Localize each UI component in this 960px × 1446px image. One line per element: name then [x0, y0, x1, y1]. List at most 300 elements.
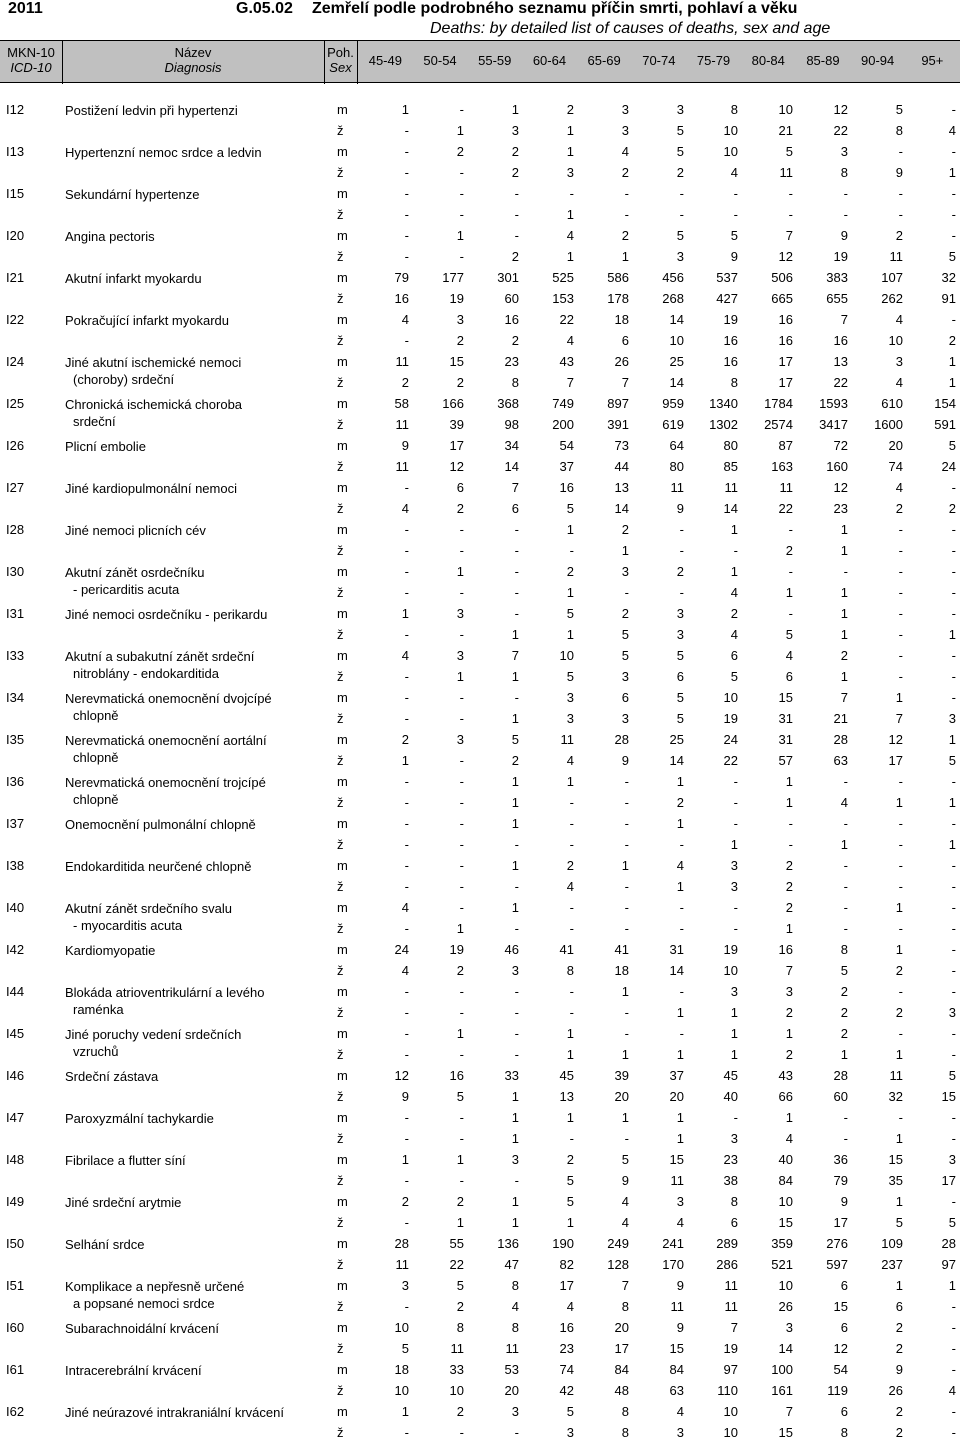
value-cell: 749 [552, 396, 574, 411]
value-cell: 241 [662, 1236, 684, 1251]
value-cell: 2 [840, 1005, 848, 1020]
value-cell: 3 [511, 1404, 519, 1419]
value-cell: - [951, 774, 956, 789]
value-cell: 73 [614, 438, 629, 453]
value-cell: 17 [449, 438, 464, 453]
value-cell: 43 [559, 354, 574, 369]
value-cell: 586 [607, 270, 629, 285]
sex-cell: ž [337, 753, 344, 768]
value-cell: 44 [614, 459, 629, 474]
value-cell: 3 [566, 165, 574, 180]
sex-cell: ž [337, 1047, 344, 1062]
value-cell: 32 [941, 270, 956, 285]
diagnosis-code: I48 [6, 1152, 25, 1167]
value-cell: 26 [888, 1383, 903, 1398]
value-cell: - [514, 1425, 519, 1440]
value-cell: 91 [941, 291, 956, 306]
value-cell: 1 [730, 1026, 738, 1041]
value-cell: 28 [614, 732, 629, 747]
sex-cell: m [337, 354, 348, 369]
value-cell: - [951, 480, 956, 495]
value-cell: 6 [730, 648, 738, 663]
table-row [0, 1152, 960, 1173]
value-cell: 3 [401, 1278, 409, 1293]
value-cell: - [404, 1110, 409, 1125]
value-cell: 286 [716, 1257, 738, 1272]
value-cell: 2 [566, 564, 574, 579]
value-cell: - [733, 795, 738, 810]
value-cell: 4 [676, 1215, 684, 1230]
value-cell: - [898, 669, 903, 684]
value-cell: 1 [456, 1152, 464, 1167]
value-cell: 166 [442, 396, 464, 411]
value-cell: 85 [723, 459, 738, 474]
value-cell: 15 [669, 1152, 684, 1167]
value-cell: 22 [723, 753, 738, 768]
value-cell: - [459, 900, 464, 915]
value-cell: 15 [778, 1215, 793, 1230]
value-cell: 2 [785, 543, 793, 558]
value-cell: 1 [730, 522, 738, 537]
value-cell: 12 [778, 249, 793, 264]
value-cell: 1 [948, 375, 956, 390]
value-cell: - [624, 900, 629, 915]
value-cell: 276 [826, 1236, 848, 1251]
value-cell: 1 [676, 816, 684, 831]
value-cell: 2 [456, 963, 464, 978]
value-cell: - [459, 627, 464, 642]
value-cell: - [459, 585, 464, 600]
diagnosis-name [65, 1362, 335, 1379]
value-cell: 16 [394, 291, 409, 306]
value-cell: - [898, 858, 903, 873]
value-cell: 4 [511, 1299, 519, 1314]
value-cell: 7 [895, 711, 903, 726]
table-row [0, 333, 960, 354]
value-cell: 161 [771, 1383, 793, 1398]
value-cell: 1 [566, 207, 574, 222]
value-cell: 5 [676, 690, 684, 705]
table-row [0, 753, 960, 774]
diagnosis-code: I49 [6, 1194, 25, 1209]
value-cell: 1 [511, 627, 519, 642]
value-cell: 1 [511, 1194, 519, 1209]
value-cell: - [459, 753, 464, 768]
value-cell: - [404, 837, 409, 852]
value-cell: 82 [559, 1257, 574, 1272]
value-cell: 3 [676, 249, 684, 264]
value-cell: - [843, 858, 848, 873]
value-cell: 21 [833, 711, 848, 726]
table-row [0, 270, 960, 291]
value-cell: 1 [895, 900, 903, 915]
value-cell: 1 [511, 1215, 519, 1230]
table-row [0, 228, 960, 249]
value-cell: 128 [607, 1257, 629, 1272]
diagnosis-code: I24 [6, 354, 25, 369]
value-cell: 2 [511, 144, 519, 159]
value-cell: 7 [621, 1278, 629, 1293]
value-cell: - [459, 795, 464, 810]
value-cell: 1 [401, 1404, 409, 1419]
value-cell: 16 [559, 1320, 574, 1335]
sex-cell: ž [337, 165, 344, 180]
value-cell: 5 [676, 711, 684, 726]
value-cell: 591 [934, 417, 956, 432]
value-cell: 109 [881, 1236, 903, 1251]
value-cell: 383 [826, 270, 848, 285]
value-cell: 17 [888, 753, 903, 768]
value-cell: 3 [730, 984, 738, 999]
value-cell: 1 [566, 144, 574, 159]
sex-cell: m [337, 1194, 348, 1209]
value-cell: 2 [785, 1005, 793, 1020]
header-code-label: MKN-10 [7, 45, 55, 60]
age-group-header: 65-69 [587, 53, 621, 68]
value-cell: 3 [511, 1152, 519, 1167]
diagnosis-name [65, 480, 335, 497]
value-cell: 1 [511, 774, 519, 789]
value-cell: 12 [888, 732, 903, 747]
value-cell: 3 [676, 1194, 684, 1209]
value-cell: 2 [456, 375, 464, 390]
value-cell: 2 [895, 963, 903, 978]
value-cell: - [951, 690, 956, 705]
sex-cell: m [337, 900, 348, 915]
diagnosis-name-line: Plicní embolie [65, 439, 146, 454]
value-cell: - [514, 1026, 519, 1041]
sex-cell: ž [337, 1383, 344, 1398]
value-cell: 5 [730, 669, 738, 684]
value-cell: 11 [724, 1278, 738, 1293]
value-cell: - [459, 1131, 464, 1146]
value-cell: 1 [840, 1047, 848, 1062]
value-cell: 12 [833, 1341, 848, 1356]
value-cell: 31 [778, 732, 793, 747]
table-row [0, 312, 960, 333]
value-cell: 1 [511, 795, 519, 810]
value-cell: 1 [566, 1026, 574, 1041]
value-cell: - [898, 837, 903, 852]
value-cell: 1 [621, 1047, 629, 1062]
sex-cell: ž [337, 1299, 344, 1314]
value-cell: 6 [840, 1404, 848, 1419]
value-cell: 8 [621, 1299, 629, 1314]
value-cell: - [514, 606, 519, 621]
diagnosis-code: I47 [6, 1110, 25, 1125]
value-cell: 39 [449, 417, 464, 432]
value-cell: - [404, 333, 409, 348]
value-cell: 1 [511, 816, 519, 831]
value-cell: 31 [778, 711, 793, 726]
age-group-header: 80-84 [751, 53, 785, 68]
value-cell: - [951, 963, 956, 978]
value-cell: 14 [614, 501, 629, 516]
value-cell: - [404, 123, 409, 138]
diagnosis-code: I12 [6, 102, 25, 117]
value-cell: - [679, 207, 684, 222]
value-cell: - [514, 921, 519, 936]
value-cell: 8 [511, 1278, 519, 1293]
value-cell: 1 [566, 522, 574, 537]
value-cell: 8 [730, 375, 738, 390]
value-cell: 1 [895, 1194, 903, 1209]
age-group-header: 85-89 [806, 53, 840, 68]
value-cell: 4 [676, 1404, 684, 1419]
value-cell: 7 [840, 312, 848, 327]
value-cell: 11 [724, 480, 738, 495]
sex-cell: m [337, 1152, 348, 1167]
value-cell: 39 [614, 1068, 629, 1083]
sex-cell: m [337, 312, 348, 327]
diagnosis-name-line: Selhání srdce [65, 1237, 145, 1252]
value-cell: 3 [948, 1005, 956, 1020]
value-cell: - [679, 984, 684, 999]
sex-cell: m [337, 942, 348, 957]
value-cell: 1 [621, 984, 629, 999]
value-cell: 9 [730, 249, 738, 264]
value-cell: 37 [669, 1068, 684, 1083]
value-cell: 46 [504, 942, 519, 957]
sex-cell: m [337, 984, 348, 999]
table-row [0, 1425, 960, 1446]
diagnosis-name-line: Subarachnoidální krvácení [65, 1321, 219, 1336]
sex-cell: m [337, 270, 348, 285]
value-cell: 60 [504, 291, 519, 306]
value-cell: - [898, 186, 903, 201]
value-cell: 2 [401, 1194, 409, 1209]
sex-cell: ž [337, 1215, 344, 1230]
value-cell: - [788, 564, 793, 579]
value-cell: - [733, 774, 738, 789]
value-cell: 5 [566, 1404, 574, 1419]
value-cell: 1 [840, 543, 848, 558]
value-cell: - [843, 564, 848, 579]
title-english: Deaths: by detailed list of causes of deaths, sex and age [430, 20, 831, 37]
value-cell: 1 [785, 774, 793, 789]
value-cell: 55 [449, 1236, 464, 1251]
table-row [0, 1299, 960, 1320]
diagnosis-name-line: Intracerebrální krvácení [65, 1363, 202, 1378]
value-cell: 3 [730, 858, 738, 873]
value-cell: 3 [785, 984, 793, 999]
diagnosis-name-line: Srdeční zástava [65, 1069, 159, 1084]
value-cell: 2 [621, 228, 629, 243]
value-cell: 1 [840, 837, 848, 852]
value-cell: - [898, 984, 903, 999]
value-cell: 72 [833, 438, 848, 453]
value-cell: 163 [771, 459, 793, 474]
value-cell: - [459, 543, 464, 558]
value-cell: 23 [559, 1341, 574, 1356]
value-cell: 1 [730, 564, 738, 579]
table-row [0, 417, 960, 438]
value-cell: 6 [785, 669, 793, 684]
diagnosis-name-line: Jiné akutní ischemické nemoci [65, 355, 242, 370]
value-cell: 11 [779, 480, 793, 495]
value-cell: 41 [614, 942, 629, 957]
value-cell: 80 [723, 438, 738, 453]
value-cell: 5 [676, 123, 684, 138]
value-cell: 1 [895, 1278, 903, 1293]
header-name-label: Název [174, 45, 212, 60]
diagnosis-code: I31 [6, 606, 25, 621]
value-cell: 5 [566, 669, 574, 684]
value-cell: 33 [504, 1068, 519, 1083]
value-cell: 8 [730, 102, 738, 117]
value-cell: - [951, 1404, 956, 1419]
sex-cell: ž [337, 921, 344, 936]
value-cell: 1 [895, 795, 903, 810]
diagnosis-name [65, 438, 335, 455]
diagnosis-code: I42 [6, 942, 25, 957]
value-cell: - [569, 543, 574, 558]
value-cell: 136 [497, 1236, 519, 1251]
value-cell: 1302 [709, 417, 738, 432]
value-cell: 9 [621, 1173, 629, 1188]
value-cell: - [843, 879, 848, 894]
value-cell: 153 [552, 291, 574, 306]
sex-cell: ž [337, 585, 344, 600]
age-group-header: 70-74 [642, 53, 676, 68]
value-cell: 7 [785, 1404, 793, 1419]
value-cell: - [514, 543, 519, 558]
value-cell: 177 [442, 270, 464, 285]
value-cell: 1 [401, 606, 409, 621]
value-cell: 1 [511, 858, 519, 873]
value-cell: 1 [511, 669, 519, 684]
value-cell: 5 [566, 606, 574, 621]
value-cell: 6 [456, 480, 464, 495]
table-row [0, 123, 960, 144]
sex-cell: ž [337, 123, 344, 138]
value-cell: 3 [566, 1425, 574, 1440]
value-cell: 4 [895, 312, 903, 327]
value-cell: - [624, 585, 629, 600]
sex-cell: ž [337, 837, 344, 852]
value-cell: 9 [840, 228, 848, 243]
value-cell: 1 [676, 1047, 684, 1062]
value-cell: - [624, 774, 629, 789]
value-cell: 8 [621, 1404, 629, 1419]
value-cell: 3 [456, 606, 464, 621]
value-cell: 6 [511, 501, 519, 516]
value-cell: 7 [621, 375, 629, 390]
value-cell: 1593 [819, 396, 848, 411]
value-cell: 456 [662, 270, 684, 285]
value-cell: 1 [676, 774, 684, 789]
value-cell: 8 [840, 1425, 848, 1440]
sex-cell: m [337, 396, 348, 411]
diagnosis-code: I30 [6, 564, 25, 579]
value-cell: - [404, 1026, 409, 1041]
value-cell: - [514, 1047, 519, 1062]
diagnosis-code: I45 [6, 1026, 25, 1041]
value-cell: 54 [833, 1362, 848, 1377]
value-cell: - [624, 1131, 629, 1146]
value-cell: 1 [456, 564, 464, 579]
value-cell: 18 [614, 963, 629, 978]
value-cell: 6 [840, 1278, 848, 1293]
value-cell: - [569, 837, 574, 852]
value-cell: 5 [621, 648, 629, 663]
table-row [0, 1089, 960, 1110]
value-cell: 11 [724, 1299, 738, 1314]
value-cell: - [514, 522, 519, 537]
value-cell: 4 [566, 879, 574, 894]
value-cell: 18 [614, 312, 629, 327]
value-cell: 2 [895, 228, 903, 243]
value-cell: - [624, 837, 629, 852]
value-cell: - [514, 564, 519, 579]
value-cell: 38 [723, 1173, 738, 1188]
diagnosis-name-line: vzruchů [73, 1044, 119, 1059]
table-row [0, 1026, 960, 1059]
table-row [0, 438, 960, 459]
value-cell: 506 [771, 270, 793, 285]
value-cell: 11 [450, 1341, 464, 1356]
diagnosis-name [65, 1404, 335, 1421]
value-cell: 6 [730, 1215, 738, 1230]
value-cell: 10 [394, 1383, 409, 1398]
value-cell: 19 [723, 942, 738, 957]
diagnosis-code: I60 [6, 1320, 25, 1335]
value-cell: - [951, 186, 956, 201]
value-cell: 22 [559, 312, 574, 327]
value-cell: - [733, 921, 738, 936]
value-cell: 1 [456, 123, 464, 138]
value-cell: 7 [511, 480, 519, 495]
diagnosis-name-line: chlopně [73, 708, 119, 723]
table-row [0, 837, 960, 858]
value-cell: 4 [401, 312, 409, 327]
value-cell: 1 [840, 585, 848, 600]
value-cell: - [898, 144, 903, 159]
table-row [0, 1131, 960, 1152]
value-cell: - [404, 711, 409, 726]
value-cell: 1 [456, 1215, 464, 1230]
value-cell: 2 [621, 606, 629, 621]
value-cell: 4 [401, 648, 409, 663]
diagnosis-name-line: Nerevmatická onemocnění aortální [65, 733, 267, 748]
value-cell: 11 [889, 249, 903, 264]
table-row [0, 543, 960, 564]
value-cell: 35 [888, 1173, 903, 1188]
value-cell: 15 [941, 1089, 956, 1104]
value-cell: 3 [676, 102, 684, 117]
value-cell: - [404, 585, 409, 600]
diagnosis-name-line: Hypertenzní nemoc srdce a ledvin [65, 145, 262, 160]
diagnosis-code: I37 [6, 816, 25, 831]
value-cell: - [569, 1005, 574, 1020]
value-cell: 98 [504, 417, 519, 432]
value-cell: 13 [833, 354, 848, 369]
value-cell: 1 [730, 837, 738, 852]
diagnosis-name [65, 1236, 335, 1253]
diagnosis-name [65, 858, 335, 875]
value-cell: 84 [778, 1173, 793, 1188]
value-cell: 1 [511, 711, 519, 726]
value-cell: 16 [723, 333, 738, 348]
value-cell: - [951, 669, 956, 684]
table-row [0, 900, 960, 933]
value-cell: 3 [785, 1320, 793, 1335]
age-group-header: 55-59 [478, 53, 512, 68]
value-cell: - [679, 921, 684, 936]
value-cell: 4 [566, 228, 574, 243]
value-cell: 427 [716, 291, 738, 306]
value-cell: - [459, 1110, 464, 1125]
